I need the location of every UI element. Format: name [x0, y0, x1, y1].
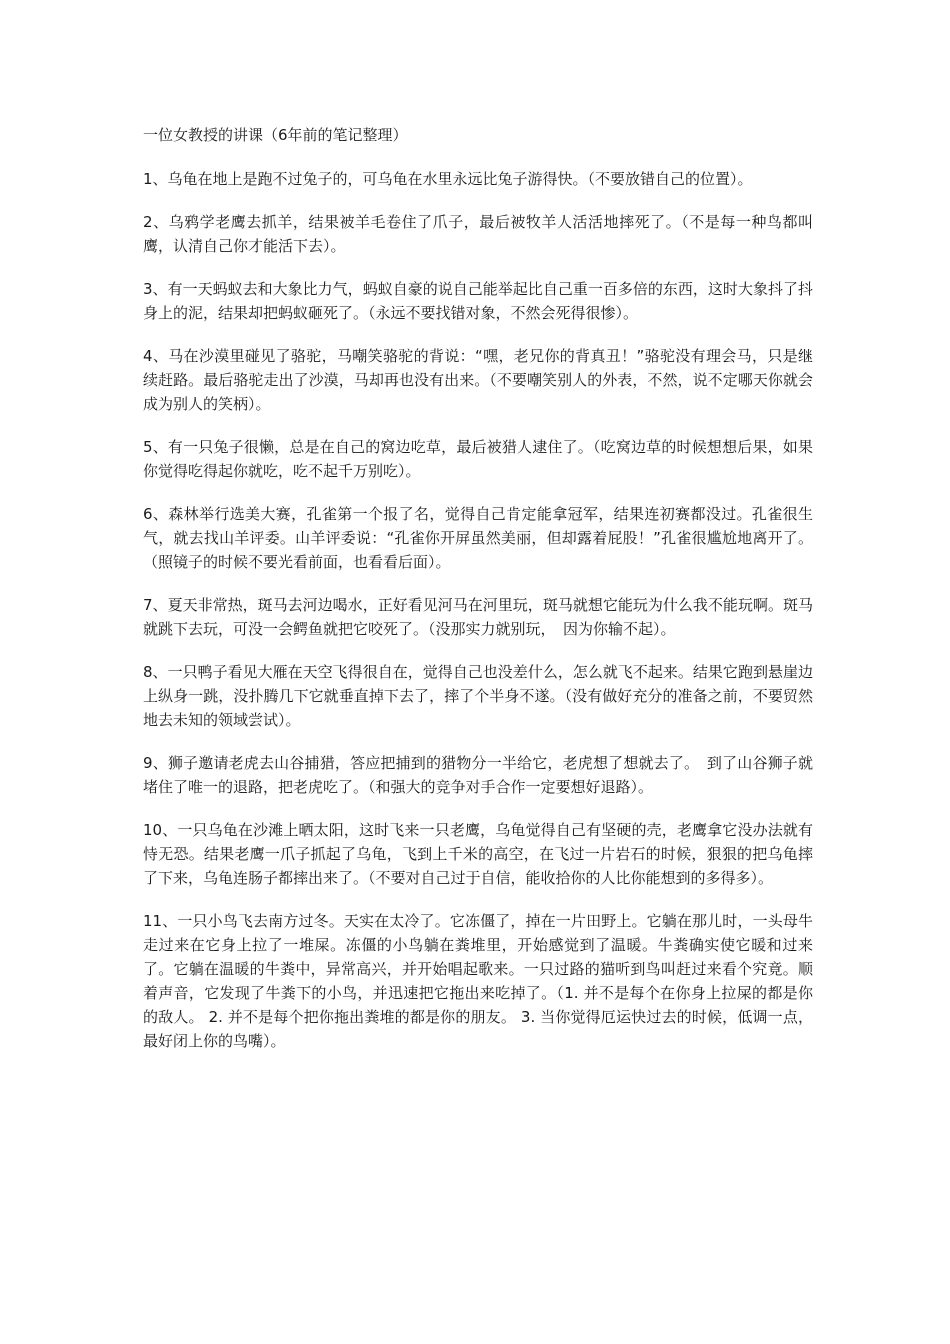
paragraph-6: 6、森林举行选美大赛，孔雀第一个报了名，觉得自己肯定能拿冠军，结果连初赛都没过。孔雀很生气，就去找山羊评委。山羊评委说：“孔雀你开屏虽然美丽，但却露着屁股！”孔雀很尴尬地离开了。（照镜子的时候不要光看前面，也看看后面）。: [143, 505, 813, 571]
paragraph-3: 3、有一天蚂蚁去和大象比力气，蚂蚁自豪的说自己能举起比自己重一百多倍的东西，这时大象抖了抖身上的泥，结果却把蚂蚁砸死了。（永远不要找错对象，不然会死得很惨）。: [143, 280, 813, 322]
paragraph-8: 8、一只鸭子看见大雁在天空飞得很自在，觉得自己也没差什么，怎么就飞不起来。结果它跑到悬崖边上纵身一跳，没扑腾几下它就垂直掉下去了，摔了个半身不遂。（没有做好充分的准备之前，不要贸然地去未知的领域尝试）。: [143, 663, 813, 729]
document-page: [143, 124, 813, 1072]
paragraph-4: 4、马在沙漠里碰见了骆驼，马嘲笑骆驼的背说：“嘿，老兄你的背真丑！”骆驼没有理会马，只是继续赶路。最后骆驼走出了沙漠，马却再也没有出来。（不要嘲笑别人的外表，不然，说不定哪天你就会成为别人的笑柄）。: [143, 347, 813, 413]
paragraph-1: 1、乌龟在地上是跑不过兔子的，可乌龟在水里永远比兔子游得快。（不要放错自己的位置）。: [143, 170, 753, 188]
paragraph-9: 9、狮子邀请老虎去山谷捕猎，答应把捕到的猎物分一半给它，老虎想了想就去了。 到了山谷狮子就堵住了唯一的退路，把老虎吃了。（和强大的竞争对手合作一定要想好退路）。: [143, 754, 813, 796]
document-title: 一位女教授的讲课（6年前的笔记整理）: [143, 126, 408, 144]
paragraph-2: 2、乌鸦学老鹰去抓羊，结果被羊毛卷住了爪子，最后被牧羊人活活地摔死了。（不是每一种鸟都叫鹰，认清自己你才能活下去）。: [143, 213, 813, 255]
paragraph-10: 10、一只乌龟在沙滩上晒太阳，这时飞来一只老鹰，乌龟觉得自己有坚硬的壳，老鹰拿它没办法就有恃无恐。结果老鹰一爪子抓起了乌龟，飞到上千米的高空，在飞过一片岩石的时候，狠狠的把乌龟摔了下来，乌龟连肠子都摔出来了。（不要对自己过于自信，能收拾你的人比你能想到的多得多）。: [143, 821, 813, 887]
paragraph-5: 5、有一只兔子很懒，总是在自己的窝边吃草，最后被猎人逮住了。（吃窝边草的时候想想后果，如果你觉得吃得起你就吃，吃不起千万别吃）。: [143, 438, 813, 480]
paragraph-7: 7、夏天非常热，斑马去河边喝水，正好看见河马在河里玩，斑马就想它能玩为什么我不能玩啊。斑马就跳下去玩，可没一会鳄鱼就把它咬死了。（没那实力就别玩， 因为你输不起）。: [143, 596, 813, 638]
paragraph-11: 11、一只小鸟飞去南方过冬。天实在太冷了。它冻僵了，掉在一片田野上。它躺在那儿时，一头母牛走过来在它身上拉了一堆屎。冻僵的小鸟躺在粪堆里，开始感觉到了温暖。牛粪确实使它暖和过来了。它躺在温暖的牛粪中，异常高兴，并开始唱起歌来。一只过路的猫听到鸟叫赶过来看个究竟。顺着声音，它发现了牛粪下的小鸟，并迅速把它拖出来吃掉了。（1. 并不是每个在你身上拉屎的都是你的敌人。 2. 并不是每个把你拖出粪堆的都是你的朋友。 3. 当你觉得厄运快过去的时候，低调一点，最好闭上你的鸟嘴）。: [143, 912, 813, 1050]
